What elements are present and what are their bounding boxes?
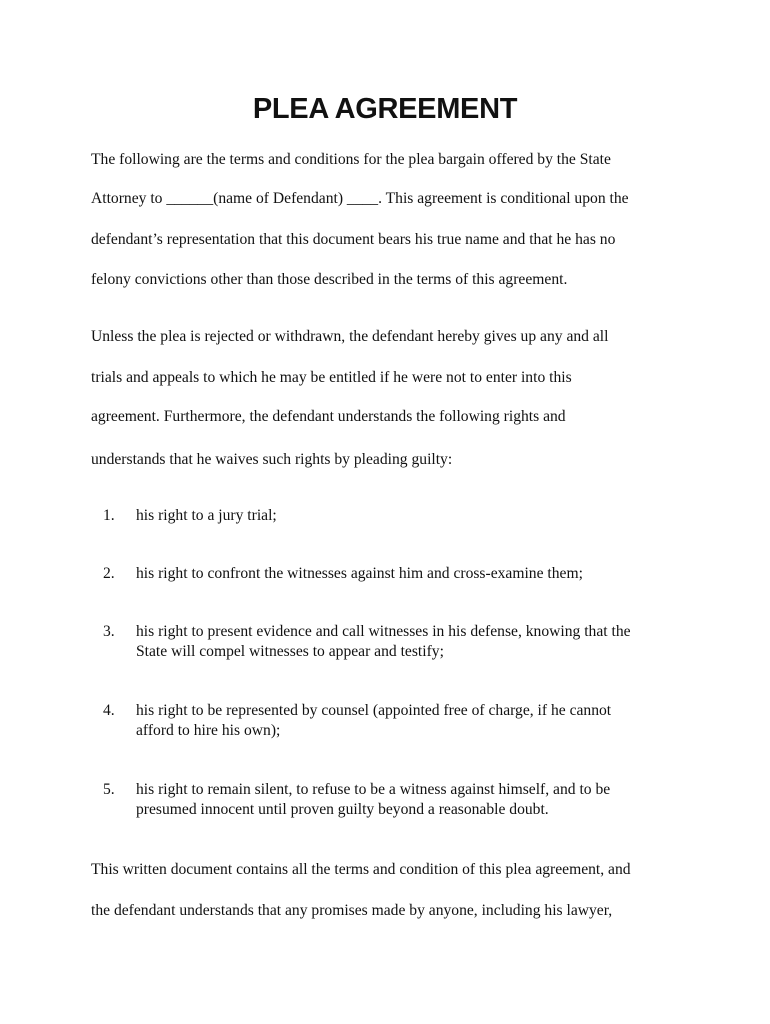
list-number: 2.	[103, 565, 115, 582]
list-number: 1.	[103, 507, 115, 524]
list-number: 3.	[103, 623, 115, 640]
paragraph-line: Unless the plea is rejected or withdrawn, the defendant hereby gives up any and all	[91, 328, 609, 345]
paragraph-line: Attorney to ______(name of Defendant) ____. This agreement is conditional upon the	[91, 190, 629, 207]
list-item-text: afford to hire his own);	[136, 722, 281, 739]
list-number: 4.	[103, 702, 115, 719]
list-item-text: his right to confront the witnesses against him and cross-examine them;	[136, 565, 583, 582]
paragraph-line: understands that he waives such rights by pleading guilty:	[91, 451, 453, 468]
list-number: 5.	[103, 781, 115, 798]
paragraph-line: This written document contains all the terms and condition of this plea agreement, and	[91, 861, 631, 878]
paragraph-line: felony convictions other than those described in the terms of this agreement.	[91, 271, 568, 288]
list-item-text: his right to present evidence and call witnesses in his defense, knowing that the	[136, 623, 631, 640]
paragraph-line: agreement. Furthermore, the defendant understands the following rights and	[91, 408, 566, 425]
list-item-text: presumed innocent until proven guilty beyond a reasonable doubt.	[136, 801, 549, 818]
paragraph-line: The following are the terms and conditions for the plea bargain offered by the State	[91, 151, 611, 168]
paragraph-line: the defendant understands that any promises made by anyone, including his lawyer,	[91, 902, 613, 919]
list-item-text: his right to remain silent, to refuse to be a witness against himself, and to be	[136, 781, 611, 798]
document-title: PLEA AGREEMENT	[252, 93, 518, 125]
list-item-text: his right to a jury trial;	[136, 507, 277, 524]
list-item-text: his right to be represented by counsel (appointed free of charge, if he cannot	[136, 702, 612, 719]
paragraph-line: trials and appeals to which he may be entitled if he were not to enter into this	[91, 369, 572, 386]
list-item-text: State will compel witnesses to appear and testify;	[136, 643, 444, 660]
paragraph-line: defendant’s representation that this document bears his true name and that he has no	[91, 231, 616, 248]
